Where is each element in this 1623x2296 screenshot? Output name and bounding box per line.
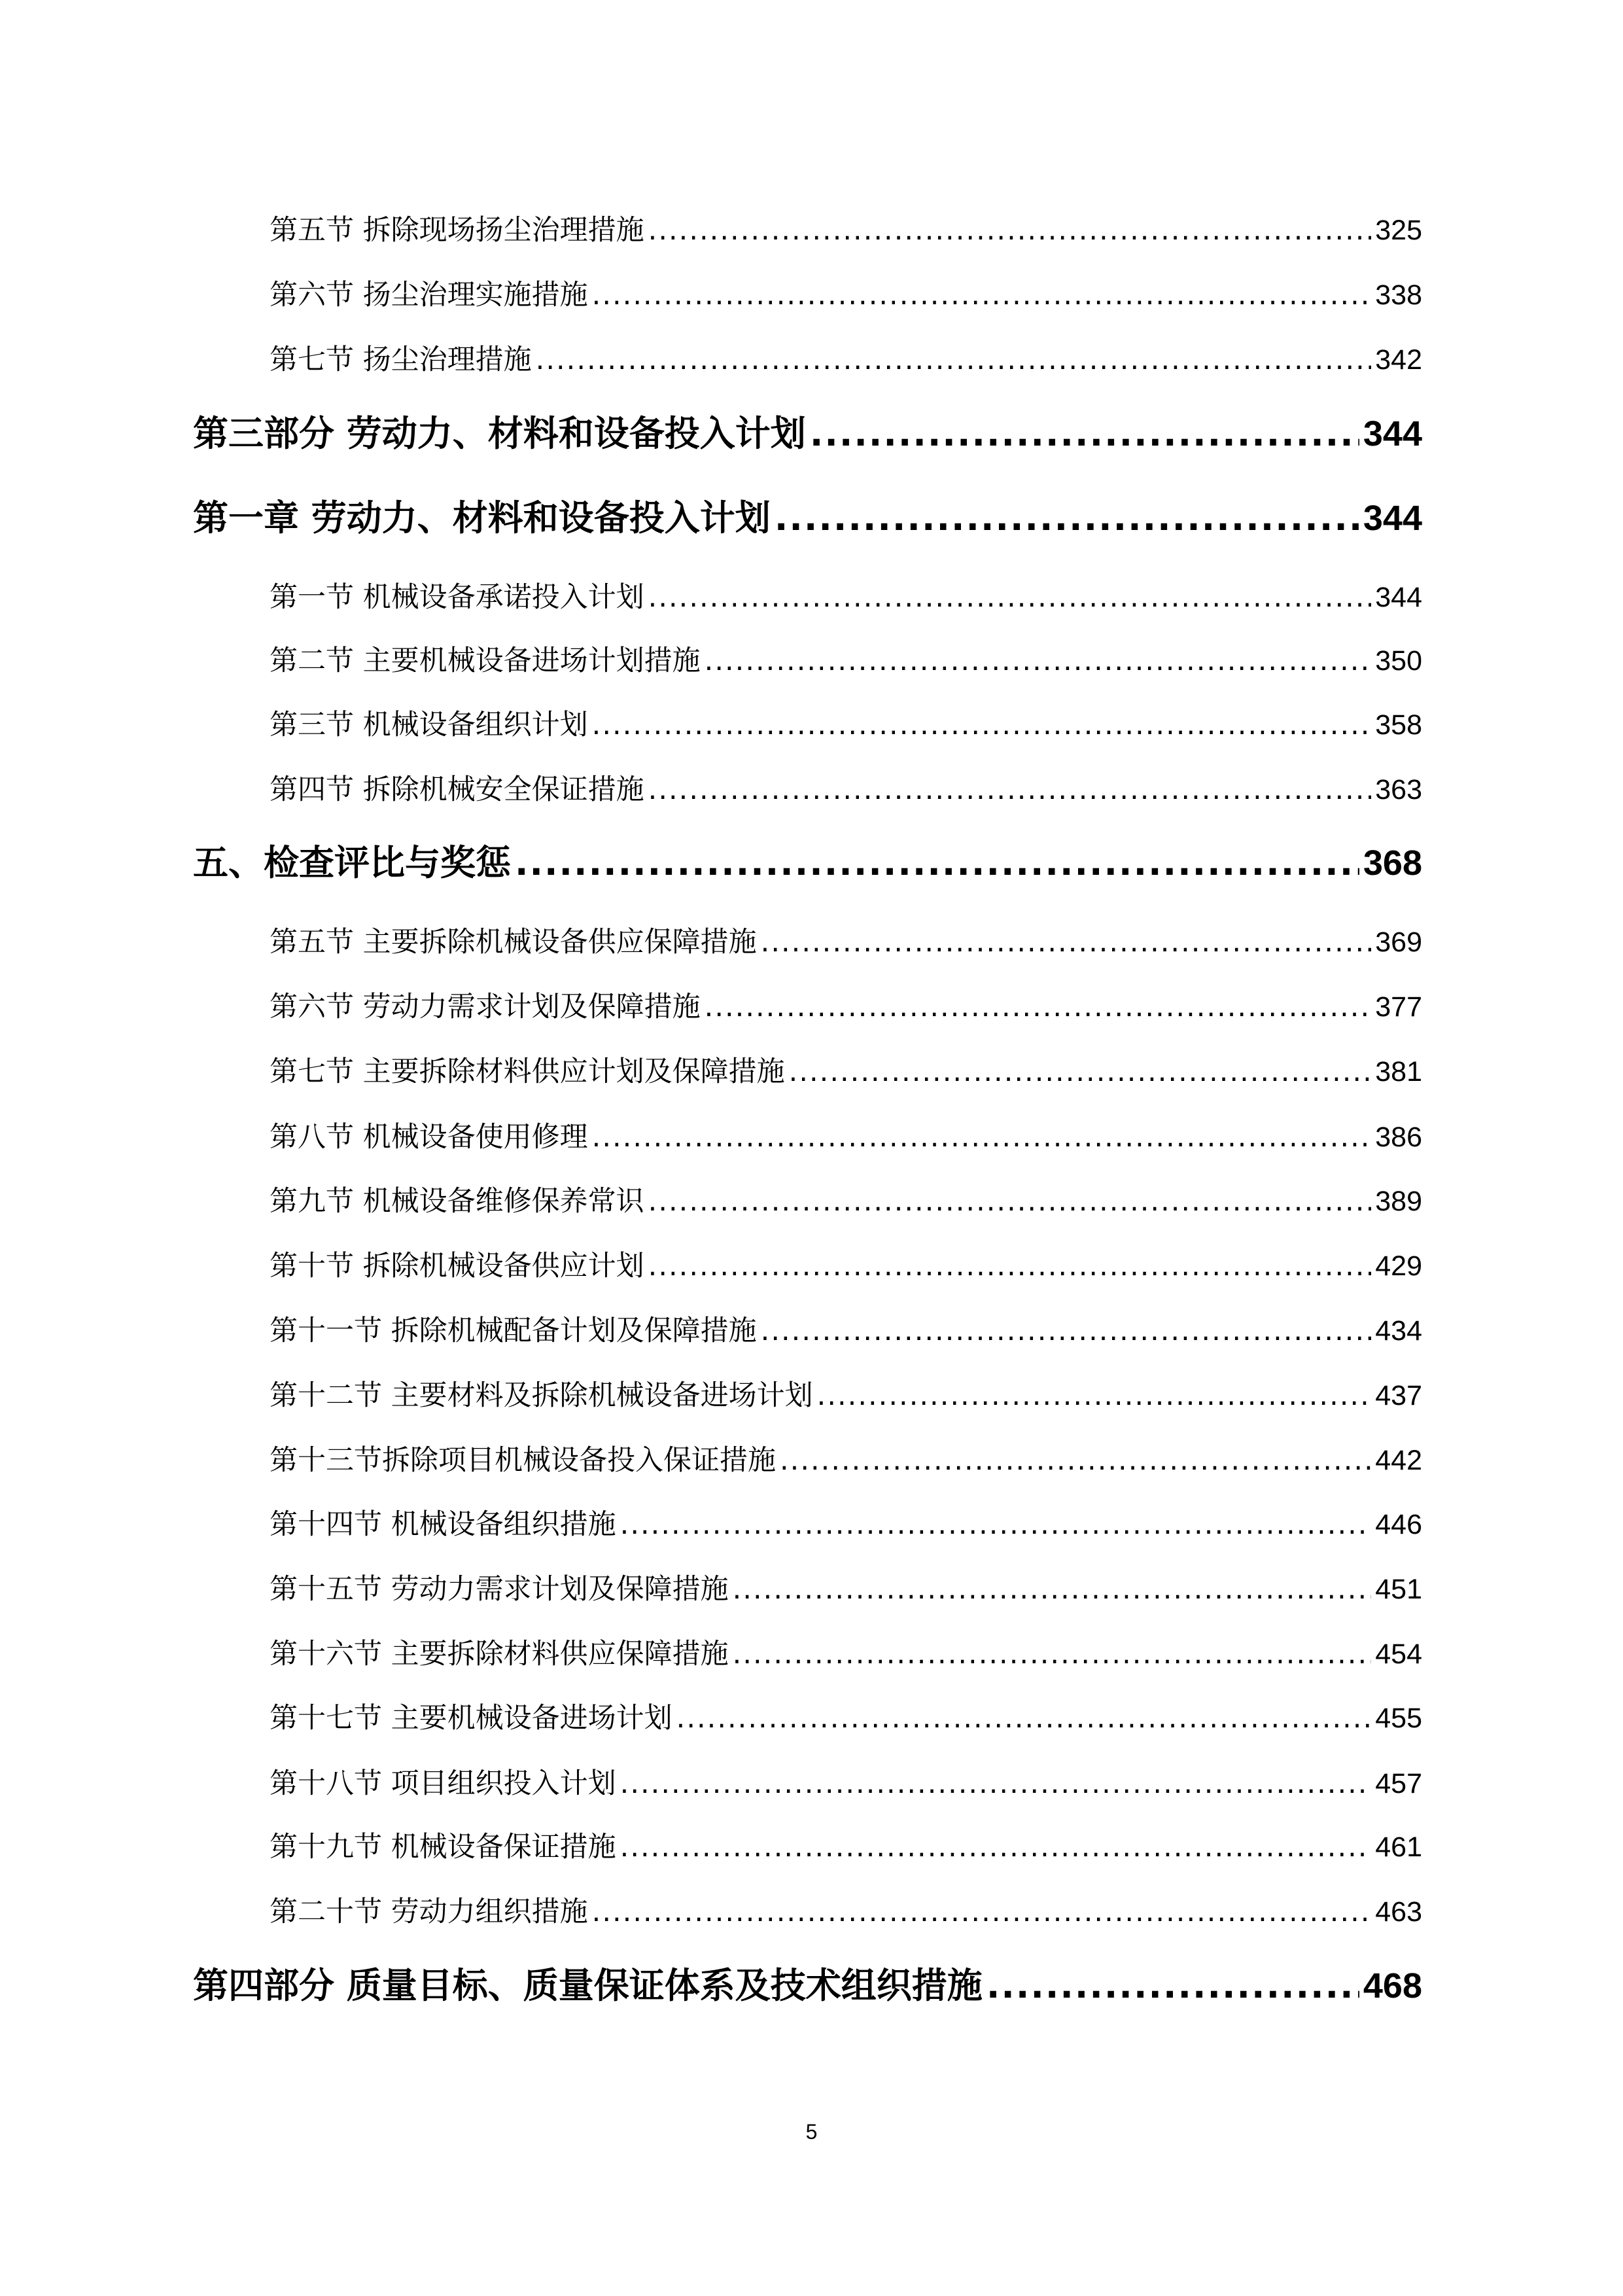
toc-entry-page: 442 [1375,1445,1422,1476]
toc-entry[interactable] [270,1828,1422,1867]
toc-entry-page: 437 [1375,1380,1422,1411]
toc-entry-label: 第七节 主要拆除材料供应计划及保障措施 [270,1055,785,1088]
toc-entry-page: 344 [1363,414,1422,453]
toc-entry[interactable] [270,1764,1422,1803]
toc-leader-dots [620,1505,1372,1544]
toc-leader-dots [733,1634,1372,1674]
toc-entry-page: 429 [1375,1250,1422,1282]
toc-entry[interactable] [270,1052,1422,1091]
toc-leader-dots [648,578,1372,617]
toc-leader-dots [592,1118,1372,1157]
toc-entry-label: 第十五节 劳动力需求计划及保障措施 [270,1573,729,1606]
toc-entry-page: 386 [1375,1122,1422,1153]
toc-entry-label: 第三节 机械设备组织计划 [270,709,588,741]
toc-entry[interactable] [270,705,1422,745]
toc-leader-dots [780,1441,1371,1480]
toc-entry-label: 第六节 劳动力需求计划及保障措施 [270,991,701,1023]
toc-leader-dots [648,1246,1372,1286]
toc-entry[interactable] [193,493,1422,543]
toc-entry[interactable] [270,1246,1422,1286]
toc-entry-label: 第三部分 劳动力、材料和设备投入计划 [193,413,806,454]
toc-leader-dots [817,1376,1372,1415]
toc-leader-dots [761,1311,1372,1351]
toc-leader-dots [705,987,1372,1027]
toc-leader-dots [515,838,1359,888]
toc-entry-label: 第五节 主要拆除机械设备供应保障措施 [270,926,757,959]
toc-entry-label: 第十六节 主要拆除材料供应保障措施 [270,1638,729,1670]
toc-entry-label: 第六节 扬尘治理实施措施 [270,279,588,311]
toc-entry[interactable] [270,211,1422,250]
toc-leader-dots [676,1699,1372,1738]
toc-entry-page: 434 [1375,1315,1422,1347]
toc-entry[interactable] [270,340,1422,380]
toc-entry-page: 463 [1375,1896,1422,1928]
toc-entry-label: 第十一节 拆除机械配备计划及保障措施 [270,1315,757,1347]
toc-entry-label: 第一节 机械设备承诺投入计划 [270,581,644,614]
toc-entry-label: 第四部分 质量目标、质量保证体系及技术组织措施 [193,1965,983,2006]
toc-entry-label: 第十八节 项目组织投入计划 [270,1767,616,1800]
toc-entry-page: 368 [1363,843,1422,883]
toc-entry-page: 344 [1363,499,1422,538]
toc-entry[interactable] [270,641,1422,680]
toc-entry-page: 457 [1375,1768,1422,1799]
toc-leader-dots [592,275,1372,315]
toc-entry-label: 第九节 机械设备维修保养常识 [270,1185,644,1218]
toc-entry[interactable] [270,1118,1422,1157]
toc-leader-dots [705,641,1372,680]
toc-entry[interactable] [270,1505,1422,1544]
toc-entry-page: 338 [1375,279,1422,311]
toc-entry[interactable] [270,1634,1422,1674]
toc-leader-dots [620,1764,1372,1803]
toc-leader-dots [810,409,1359,459]
toc-leader-dots [620,1828,1372,1867]
toc-leader-dots [648,770,1372,809]
toc-entry[interactable] [193,1961,1422,2011]
toc-entry-page: 455 [1375,1703,1422,1734]
toc-leader-dots [775,493,1359,543]
toc-entry[interactable] [193,409,1422,459]
toc-leader-dots [648,1182,1372,1221]
toc-leader-dots [733,1570,1372,1609]
toc-entry-label: 第四节 拆除机械安全保证措施 [270,773,644,806]
toc-entry-label: 第五节 拆除现场扬尘治理措施 [270,214,644,247]
toc-entry-page: 446 [1375,1509,1422,1540]
toc-entry-label: 第十九节 机械设备保证措施 [270,1831,616,1863]
toc-entry[interactable] [270,1182,1422,1221]
toc-entry-page: 350 [1375,645,1422,677]
toc-entry-page: 389 [1375,1186,1422,1217]
toc-leader-dots [592,1892,1372,1932]
toc-leader-dots [789,1052,1372,1091]
toc-entry-label: 五、检查评比与奖惩 [193,842,511,883]
toc-entry-page: 369 [1375,927,1422,958]
toc-entry[interactable] [270,923,1422,962]
toc-entry-label: 第十二节 主要材料及拆除机械设备进场计划 [270,1379,813,1412]
toc-entry-label: 第二十节 劳动力组织措施 [270,1896,588,1928]
toc-leader-dots [761,923,1372,962]
toc-entry-page: 381 [1375,1056,1422,1087]
toc-entry[interactable] [270,1892,1422,1932]
toc-entry-page: 468 [1363,1966,1422,2005]
toc-entry-page: 461 [1375,1831,1422,1863]
toc-entry-page: 377 [1375,991,1422,1023]
toc-entry[interactable] [270,578,1422,617]
toc-entry-page: 342 [1375,344,1422,376]
toc-entry-page: 344 [1375,582,1422,613]
toc-entry[interactable] [270,1570,1422,1609]
toc-entry-label: 第七节 扬尘治理措施 [270,344,532,376]
toc-entry-page: 358 [1375,709,1422,741]
toc-entry-page: 325 [1375,215,1422,246]
toc-entry[interactable] [270,1441,1422,1480]
toc-entry-label: 第十四节 机械设备组织措施 [270,1508,616,1541]
toc-entry-label: 第十节 拆除机械设备供应计划 [270,1250,644,1282]
toc-entry[interactable] [270,770,1422,809]
toc-entry-label: 第八节 机械设备使用修理 [270,1121,588,1154]
toc-entry-page: 451 [1375,1574,1422,1605]
toc-leader-dots [536,340,1372,380]
toc-entry-page: 454 [1375,1638,1422,1670]
toc-leader-dots [592,705,1372,745]
toc-entry-label: 第十三节拆除项目机械设备投入保证措施 [270,1444,776,1477]
toc-entry[interactable] [270,275,1422,315]
toc-leader-dots [986,1961,1359,2011]
toc-leader-dots [648,211,1372,250]
toc-entry[interactable] [270,1376,1422,1415]
toc-entry-label: 第十七节 主要机械设备进场计划 [270,1702,672,1735]
page-number: 5 [805,2120,818,2144]
toc-entry[interactable] [270,987,1422,1027]
toc-entry-label: 第一章 劳动力、材料和设备投入计划 [193,497,771,539]
toc-entry[interactable] [270,1699,1422,1738]
toc-entry-page: 363 [1375,774,1422,805]
toc-entry[interactable] [270,1311,1422,1351]
toc-entry[interactable] [193,838,1422,888]
toc-entry-label: 第二节 主要机械设备进场计划措施 [270,645,701,677]
